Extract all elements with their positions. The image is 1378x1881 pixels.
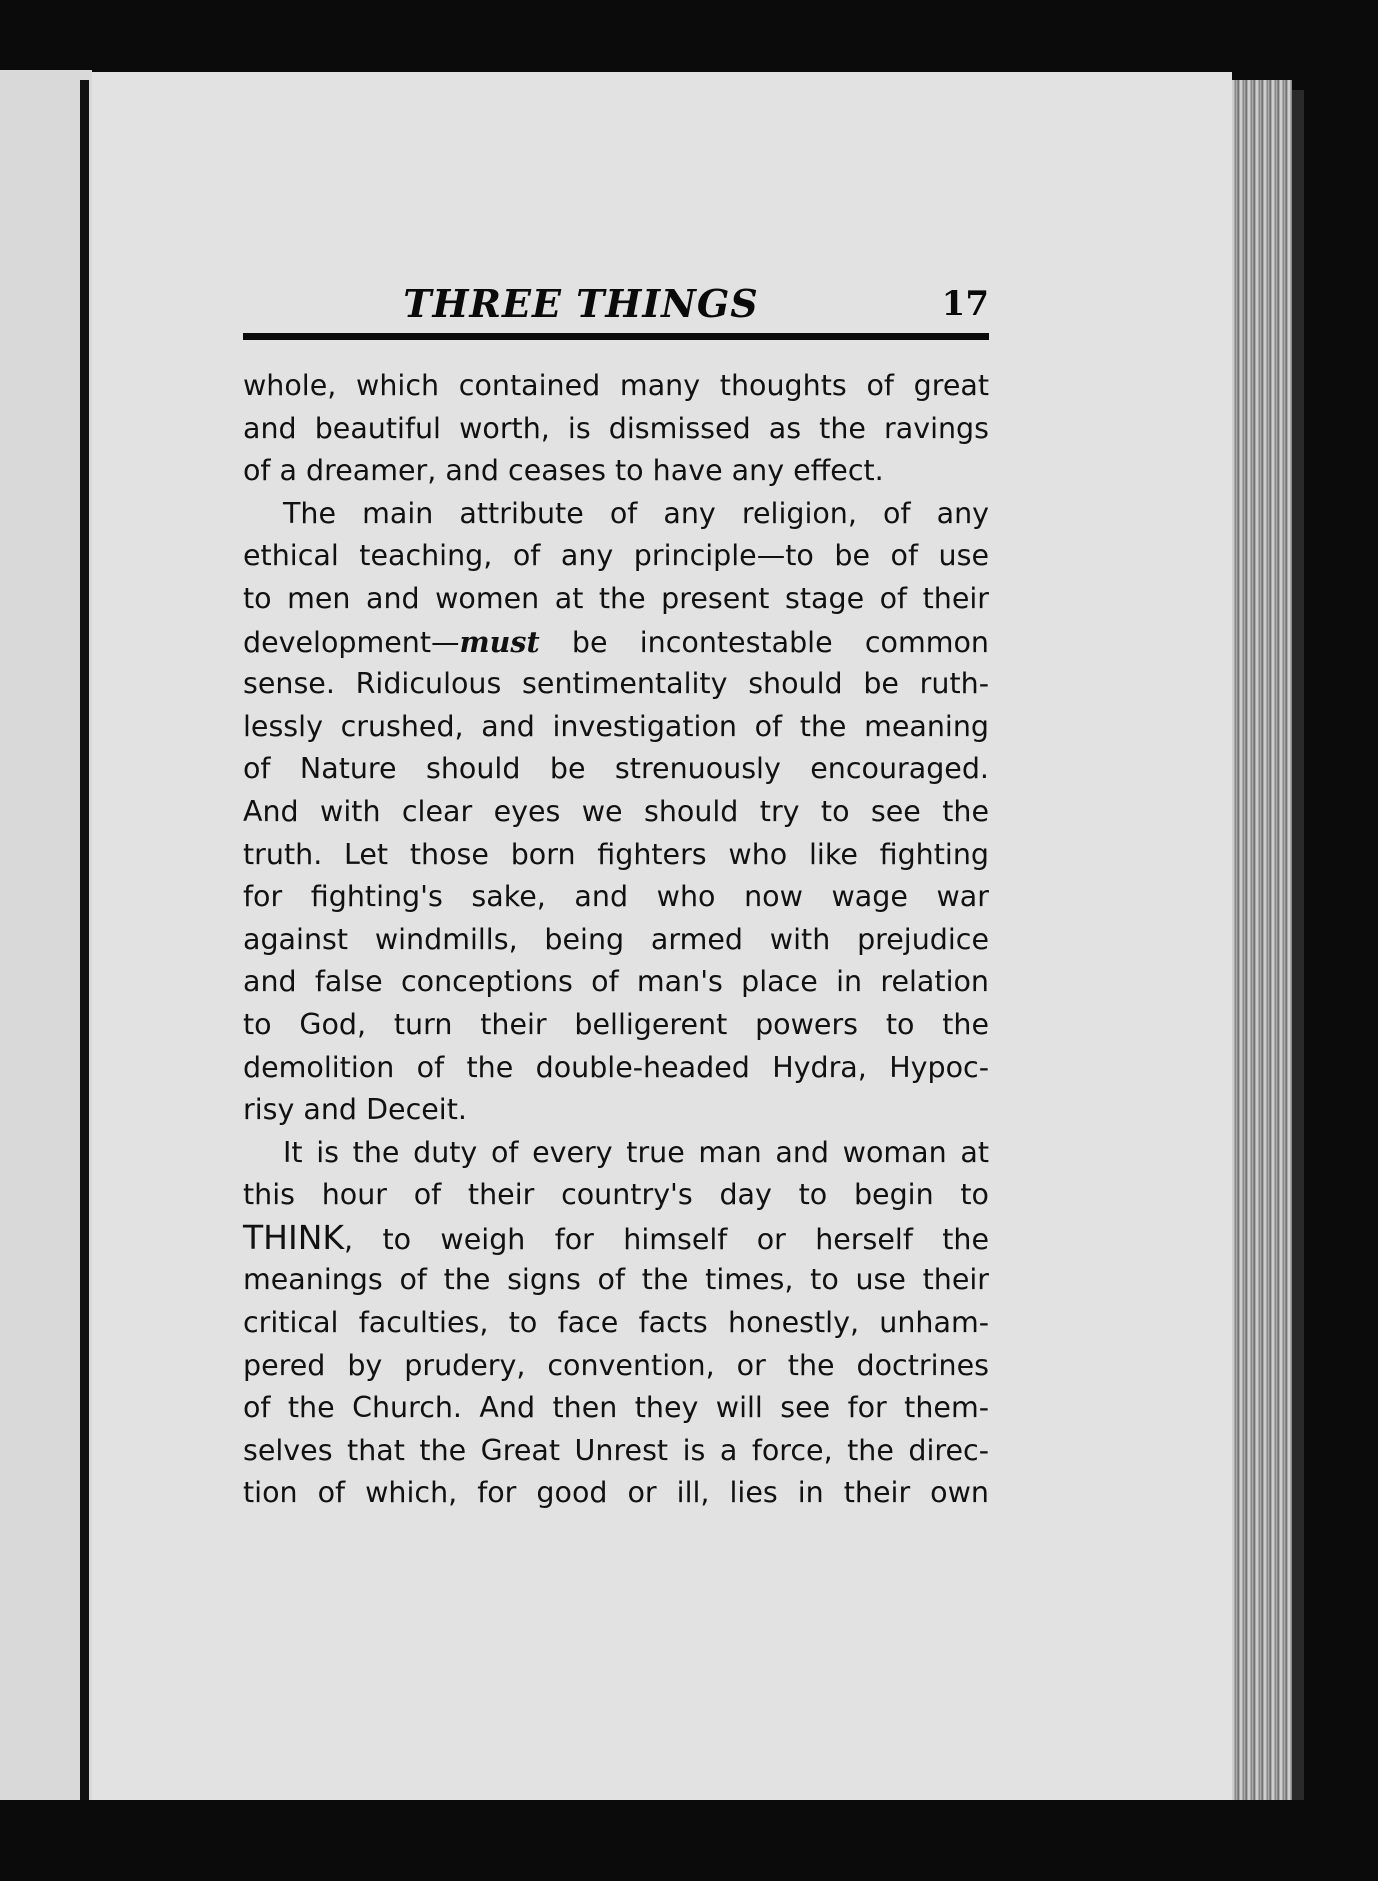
italic-emphasis: must	[459, 624, 540, 659]
text-line: meanings of the signs of the times, to use their	[243, 1263, 989, 1297]
text-line: risy and Deceit.	[243, 1093, 467, 1127]
running-head	[243, 282, 989, 332]
text-line: and false conceptions of man's place in relation	[243, 965, 989, 999]
text-line: critical faculties, to face facts honestly, unham-	[243, 1306, 989, 1340]
page-fore-edge	[1232, 80, 1292, 1800]
text-line: whole, which contained many thoughts of great	[243, 369, 989, 402]
text-line: to men and women at the present stage of their	[243, 581, 989, 615]
text-line: this hour of their country's day to begin to	[243, 1178, 989, 1212]
text-line: ethical teaching, of any principle—to be of use	[243, 539, 989, 573]
text-line: and beautiful worth, is dismissed as the ravings	[243, 411, 989, 445]
text-line: pered by prudery, convention, or the doctrines	[243, 1348, 989, 1382]
text-line: The main attribute of any religion, of any	[283, 496, 989, 530]
text-line: of Nature should be strenuously encouraged.	[243, 752, 989, 786]
left-page-edge	[0, 70, 92, 1800]
text-line: tion of which, for good or ill, lies in their own	[243, 1476, 989, 1510]
body-text	[243, 365, 989, 1515]
text-line: selves that the Great Unrest is a force, the direc-	[243, 1433, 989, 1467]
text-fragment: , to weigh for himself or herself the	[344, 1222, 989, 1256]
emphasized-word: THINK	[243, 1217, 345, 1257]
page-number: 17	[941, 284, 989, 324]
text-line: for fighting's sake, and who now wage war	[243, 880, 989, 914]
fore-edge-shadow	[1292, 90, 1304, 1800]
text-line: sense. Ridiculous sentimentality should be ruth-	[243, 667, 989, 701]
text-line: lessly crushed, and investigation of the meaning	[243, 709, 989, 743]
text-line: And with clear eyes we should try to see the	[243, 794, 989, 828]
text-line: demolition of the double-headed Hydra, Hypoc-	[243, 1050, 989, 1084]
running-title: THREE THINGS	[403, 281, 759, 326]
text-line: It is the duty of every true man and woman at	[283, 1135, 989, 1169]
text-line: of a dreamer, and ceases to have any effect.	[243, 454, 884, 488]
text-fragment: development—	[243, 625, 460, 659]
text-line: truth. Let those born fighters who like fighting	[243, 837, 989, 871]
text-line	[243, 1217, 989, 1260]
header-rule	[243, 333, 989, 340]
text-line: to God, turn their belligerent powers to the	[243, 1007, 989, 1041]
text-fragment: be incontestable common	[539, 625, 989, 659]
text-line: of the Church. And then they will see for them-	[243, 1391, 989, 1425]
text-line: against windmills, being armed with prejudice	[243, 922, 989, 956]
text-line	[243, 621, 989, 664]
gutter-shadow	[80, 80, 89, 1800]
